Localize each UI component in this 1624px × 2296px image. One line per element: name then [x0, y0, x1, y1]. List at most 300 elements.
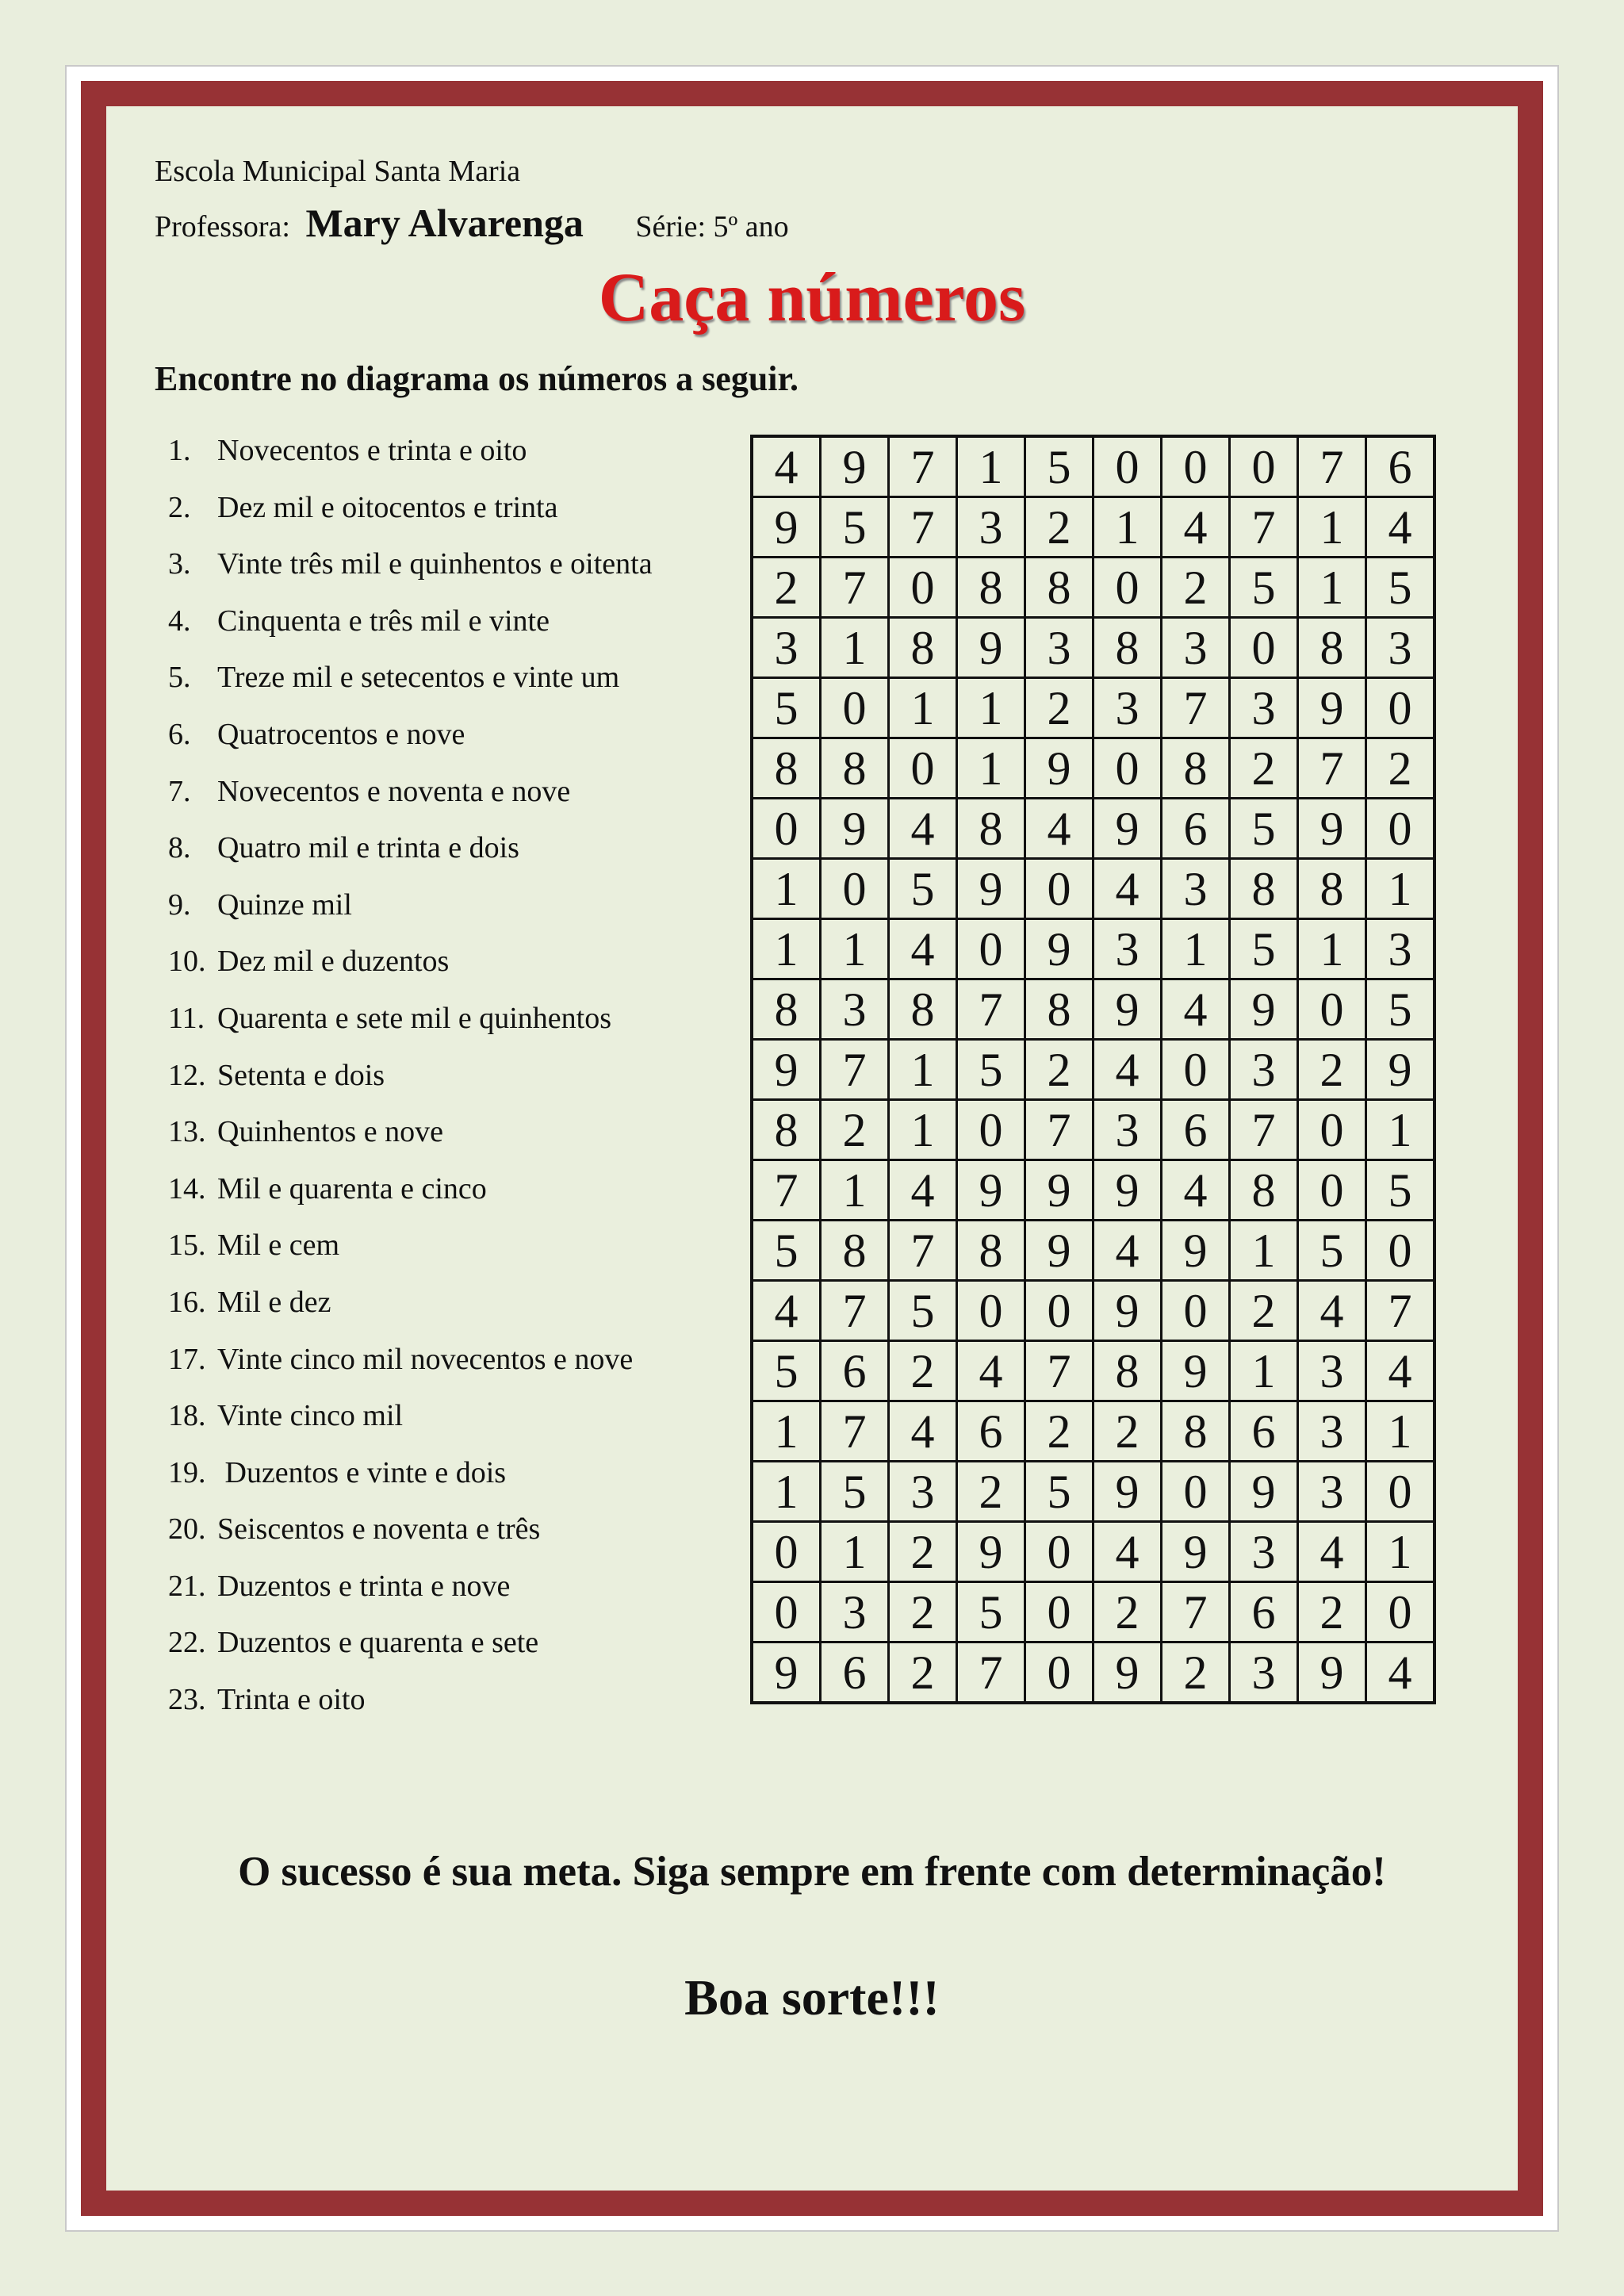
grid-cell: 3: [1230, 1522, 1298, 1582]
grid-row: [752, 1462, 1434, 1522]
grid-cell: 8: [1025, 558, 1094, 618]
grid-cell: 2: [1162, 558, 1230, 618]
word-list-text: Duzentos e vinte e dois: [217, 1455, 507, 1489]
grid-cell: 4: [1366, 1341, 1435, 1401]
grid-cell: 2: [1094, 1582, 1162, 1642]
word-list-number: 12.: [168, 1058, 206, 1092]
grid-cell: 9: [752, 1642, 821, 1704]
word-list-number: 23.: [168, 1683, 206, 1717]
grid-cell: 7: [1162, 678, 1230, 738]
word-list-text: Setenta e dois: [217, 1058, 385, 1092]
grid-cell: 0: [1094, 738, 1162, 799]
grid-cell: 0: [1162, 1040, 1230, 1100]
word-list-text: Cinquenta e três mil e vinte: [217, 604, 550, 638]
word-list-item: [168, 1682, 653, 1739]
grid-cell: 0: [752, 799, 821, 859]
grid-cell: 5: [1366, 558, 1435, 618]
grid-cell: 1: [957, 738, 1025, 799]
grid-cell: 0: [1230, 618, 1298, 678]
grid-cell: 3: [1366, 618, 1435, 678]
grid-cell: 9: [1230, 1462, 1298, 1522]
grid-cell: 8: [957, 799, 1025, 859]
grid-cell: 8: [1230, 859, 1298, 919]
grid-cell: 8: [957, 1221, 1025, 1281]
grid-cell: 1: [752, 919, 821, 979]
grid-cell: 4: [1298, 1522, 1366, 1582]
grid-cell: 0: [1366, 1462, 1435, 1522]
grid-row: [752, 738, 1434, 799]
grid-cell: 5: [1230, 799, 1298, 859]
grid-cell: 4: [1025, 799, 1094, 859]
grid-cell: 7: [1298, 738, 1366, 799]
word-list-item: [168, 1569, 653, 1626]
grid-cell: 7: [821, 558, 889, 618]
grid-cell: 0: [1162, 436, 1230, 497]
grid-cell: 3: [1162, 618, 1230, 678]
grid-cell: 5: [889, 1281, 957, 1341]
grid-cell: 1: [1230, 1221, 1298, 1281]
grid-cell: 3: [1094, 1100, 1162, 1160]
worksheet-title: Caça números: [598, 259, 1026, 336]
grid-cell: 8: [752, 979, 821, 1040]
word-list-number: 5.: [168, 661, 191, 695]
word-list-number: 13.: [168, 1115, 206, 1149]
grid-row: [752, 1281, 1434, 1341]
grid-cell: 3: [1162, 859, 1230, 919]
word-list-number: 16.: [168, 1285, 206, 1319]
grid-cell: 0: [889, 558, 957, 618]
grid-row: [752, 1221, 1434, 1281]
grid-cell: 8: [1298, 618, 1366, 678]
grid-cell: 6: [957, 1401, 1025, 1462]
word-list-item: [168, 1058, 653, 1115]
grid-row: [752, 1522, 1434, 1582]
grid-row: [752, 859, 1434, 919]
grid-cell: 3: [1025, 618, 1094, 678]
grid-cell: 8: [1094, 618, 1162, 678]
grid-cell: 9: [1162, 1522, 1230, 1582]
grid-cell: 2: [889, 1642, 957, 1704]
word-list-number: 20.: [168, 1512, 206, 1547]
word-list-item: [168, 604, 653, 661]
grid-cell: 2: [821, 1100, 889, 1160]
grid-cell: 8: [821, 738, 889, 799]
grid-cell: 7: [1230, 497, 1298, 558]
grid-cell: 4: [889, 1401, 957, 1462]
grid-cell: 0: [1025, 1582, 1094, 1642]
grid-row: [752, 678, 1434, 738]
grid-cell: 2: [752, 558, 821, 618]
grid-cell: 1: [752, 1462, 821, 1522]
word-list-number: 17.: [168, 1342, 206, 1376]
grid-cell: 1: [821, 919, 889, 979]
word-list-item: [168, 1512, 653, 1569]
word-list-text: Novecentos e noventa e nove: [217, 774, 571, 808]
grid-cell: 5: [957, 1040, 1025, 1100]
grid-cell: 4: [1162, 979, 1230, 1040]
grid-cell: 9: [1094, 1462, 1162, 1522]
word-list-text: Quatro mil e trinta e dois: [217, 831, 519, 865]
word-list-number: 9.: [168, 887, 191, 922]
grid-cell: 4: [889, 919, 957, 979]
word-list-text: Seiscentos e noventa e três: [217, 1512, 541, 1547]
grid-cell: 8: [889, 618, 957, 678]
grid-cell: 3: [889, 1462, 957, 1522]
grid-cell: 7: [889, 1221, 957, 1281]
grid-row: [752, 1401, 1434, 1462]
word-list-text: Quatrocentos e nove: [217, 717, 465, 751]
grid-cell: 5: [1366, 1160, 1435, 1221]
grid-cell: 0: [752, 1582, 821, 1642]
grid-cell: 9: [1162, 1341, 1230, 1401]
word-list-number: 1.: [168, 434, 191, 467]
grid-cell: 6: [821, 1341, 889, 1401]
grid-cell: 7: [889, 497, 957, 558]
word-list-number: 6.: [168, 717, 191, 751]
word-list-text: Duzentos e trinta e nove: [217, 1569, 511, 1603]
number-search-grid-wrapper: [750, 435, 1436, 1704]
word-list-text: Trinta e oito: [217, 1683, 366, 1717]
grid-cell: 1: [1298, 919, 1366, 979]
grid-cell: 8: [1230, 1160, 1298, 1221]
grid-cell: 1: [1366, 1401, 1435, 1462]
grid-cell: 9: [1366, 1040, 1435, 1100]
grid-cell: 1: [1366, 1100, 1435, 1160]
grid-cell: 4: [1162, 1160, 1230, 1221]
grid-cell: 5: [821, 497, 889, 558]
grid-cell: 4: [957, 1341, 1025, 1401]
grid-cell: 7: [1025, 1341, 1094, 1401]
grid-cell: 0: [1366, 1582, 1435, 1642]
grid-cell: 7: [821, 1281, 889, 1341]
grid-cell: 8: [752, 1100, 821, 1160]
grid-cell: 9: [1298, 799, 1366, 859]
grid-cell: 9: [1162, 1221, 1230, 1281]
word-list-item: [168, 1114, 653, 1171]
word-list-number: 2.: [168, 490, 191, 524]
grid-cell: 8: [1025, 979, 1094, 1040]
grade-label: Série: 5º ano: [635, 210, 789, 243]
motto-text: O sucesso é sua meta. Siga sempre em frente com determinação!: [238, 1849, 1386, 1895]
word-list-item: [168, 1171, 653, 1228]
grid-cell: 0: [1298, 979, 1366, 1040]
grid-cell: 2: [889, 1582, 957, 1642]
grid-cell: 8: [957, 558, 1025, 618]
grid-row: [752, 558, 1434, 618]
grid-cell: 2: [957, 1462, 1025, 1522]
grid-cell: 0: [1025, 1642, 1094, 1704]
grid-cell: 0: [1298, 1160, 1366, 1221]
grid-cell: 8: [821, 1221, 889, 1281]
grid-cell: 3: [1298, 1462, 1366, 1522]
grid-cell: 9: [957, 859, 1025, 919]
word-list-item: [168, 660, 653, 717]
grid-cell: 2: [1230, 1281, 1298, 1341]
word-list-item: [168, 944, 653, 1001]
word-list-item: [168, 546, 653, 604]
grid-row: [752, 799, 1434, 859]
grid-cell: 4: [1094, 1522, 1162, 1582]
grid-cell: 4: [889, 1160, 957, 1221]
grid-cell: 4: [752, 436, 821, 497]
grid-cell: 5: [1230, 558, 1298, 618]
grid-cell: 9: [1094, 979, 1162, 1040]
grid-cell: 4: [1366, 1642, 1435, 1704]
grid-cell: 2: [1094, 1401, 1162, 1462]
grid-cell: 8: [889, 979, 957, 1040]
grid-cell: 1: [821, 1522, 889, 1582]
grid-cell: 1: [821, 1160, 889, 1221]
grid-cell: 0: [821, 859, 889, 919]
grid-cell: 7: [752, 1160, 821, 1221]
word-list-item: [168, 1001, 653, 1058]
grid-cell: 0: [1025, 859, 1094, 919]
number-search-grid: [750, 435, 1436, 1704]
grid-cell: 0: [1094, 436, 1162, 497]
grid-cell: 2: [1025, 678, 1094, 738]
grid-cell: 4: [1162, 497, 1230, 558]
grid-cell: 9: [1025, 919, 1094, 979]
grid-cell: 1: [1162, 919, 1230, 979]
number-word-list: [168, 433, 653, 1739]
grid-cell: 0: [1366, 799, 1435, 859]
grid-cell: 8: [1162, 738, 1230, 799]
word-list-number: 7.: [168, 774, 191, 808]
grid-cell: 7: [957, 1642, 1025, 1704]
grid-cell: 4: [1094, 859, 1162, 919]
grid-cell: 4: [889, 799, 957, 859]
grid-cell: 5: [889, 859, 957, 919]
grid-cell: 2: [1162, 1642, 1230, 1704]
grid-cell: 9: [1094, 1160, 1162, 1221]
grid-cell: 9: [1094, 1642, 1162, 1704]
grid-cell: 8: [1298, 859, 1366, 919]
grid-cell: 1: [752, 859, 821, 919]
word-list-item: [168, 1398, 653, 1455]
grid-row: [752, 436, 1434, 497]
grid-cell: 6: [1162, 799, 1230, 859]
grid-cell: 2: [1025, 497, 1094, 558]
word-list-number: 15.: [168, 1228, 206, 1263]
grid-row: [752, 919, 1434, 979]
grid-cell: 9: [957, 1522, 1025, 1582]
grid-cell: 1: [889, 1040, 957, 1100]
grid-cell: 5: [752, 1341, 821, 1401]
grid-cell: 9: [821, 436, 889, 497]
grid-cell: 0: [1094, 558, 1162, 618]
word-list-text: Quinhentos e nove: [217, 1115, 443, 1149]
grid-cell: 5: [1298, 1221, 1366, 1281]
grid-cell: 5: [1025, 436, 1094, 497]
grid-row: [752, 1582, 1434, 1642]
word-list-number: 19.: [168, 1455, 206, 1489]
grid-cell: 9: [1230, 979, 1298, 1040]
grid-cell: 0: [1025, 1522, 1094, 1582]
grid-cell: 3: [1298, 1341, 1366, 1401]
grid-cell: 9: [821, 799, 889, 859]
grid-cell: 8: [1094, 1341, 1162, 1401]
grid-row: [752, 497, 1434, 558]
grid-cell: 9: [752, 497, 821, 558]
grid-cell: 7: [821, 1040, 889, 1100]
grid-cell: 9: [957, 618, 1025, 678]
word-list-text: Dez mil e duzentos: [217, 945, 450, 979]
grid-cell: 4: [752, 1281, 821, 1341]
grid-cell: 3: [821, 979, 889, 1040]
word-list-item: [168, 1625, 653, 1682]
grid-cell: 1: [1094, 497, 1162, 558]
good-luck-text: Boa sorte!!!: [684, 1969, 940, 2026]
word-list-number: 21.: [168, 1569, 206, 1603]
word-list-text: Vinte cinco mil: [217, 1399, 404, 1433]
word-list-text: Mil e cem: [217, 1228, 340, 1263]
grid-cell: 0: [957, 1100, 1025, 1160]
grid-cell: 0: [1366, 678, 1435, 738]
teacher-line: [155, 200, 789, 246]
grid-cell: 1: [1366, 859, 1435, 919]
grid-cell: 8: [1162, 1401, 1230, 1462]
grid-cell: 3: [1230, 1642, 1298, 1704]
word-list-number: 11.: [168, 1001, 205, 1035]
grid-cell: 1: [889, 1100, 957, 1160]
word-list-item: [168, 774, 653, 831]
grid-cell: 0: [1025, 1281, 1094, 1341]
grid-cell: 0: [1366, 1221, 1435, 1281]
word-list-text: Mil e dez: [217, 1285, 331, 1319]
word-list-item: [168, 490, 653, 547]
grid-cell: 1: [1366, 1522, 1435, 1582]
grid-cell: 3: [1366, 919, 1435, 979]
grid-cell: 0: [821, 678, 889, 738]
grid-cell: 1: [1230, 1341, 1298, 1401]
grid-cell: 1: [957, 678, 1025, 738]
grid-row: [752, 1100, 1434, 1160]
grid-cell: 2: [1366, 738, 1435, 799]
grid-cell: 7: [1366, 1281, 1435, 1341]
grid-cell: 4: [1094, 1221, 1162, 1281]
grid-cell: 0: [889, 738, 957, 799]
grid-cell: 3: [1094, 919, 1162, 979]
grid-cell: 9: [1025, 1160, 1094, 1221]
grid-cell: 3: [957, 497, 1025, 558]
grid-cell: 6: [1366, 436, 1435, 497]
grid-cell: 7: [889, 436, 957, 497]
grid-cell: 3: [821, 1582, 889, 1642]
grid-cell: 5: [752, 1221, 821, 1281]
grid-cell: 2: [889, 1522, 957, 1582]
grid-cell: 0: [957, 1281, 1025, 1341]
grid-cell: 1: [821, 618, 889, 678]
grid-cell: 5: [1230, 919, 1298, 979]
grid-cell: 5: [752, 678, 821, 738]
word-list-text: Quinze mil: [217, 887, 352, 922]
grid-cell: 6: [821, 1642, 889, 1704]
teacher-name: Mary Alvarenga: [305, 201, 584, 245]
grid-cell: 3: [1230, 678, 1298, 738]
grid-cell: 9: [1025, 738, 1094, 799]
grid-cell: 7: [1298, 436, 1366, 497]
teacher-label: Professora:: [155, 210, 290, 243]
word-list-number: 18.: [168, 1399, 206, 1433]
grid-cell: 5: [821, 1462, 889, 1522]
grid-cell: 9: [1094, 1281, 1162, 1341]
word-list-text: Duzentos e quarenta e sete: [217, 1626, 539, 1660]
word-list-text: Novecentos e trinta e oito: [217, 434, 527, 467]
grid-cell: 2: [1298, 1582, 1366, 1642]
grid-cell: 1: [1298, 497, 1366, 558]
grid-cell: 2: [889, 1341, 957, 1401]
grid-cell: 6: [1230, 1582, 1298, 1642]
grid-cell: 2: [1025, 1040, 1094, 1100]
instruction-text: Encontre no diagrama os números a seguir.: [155, 359, 799, 398]
grid-cell: 0: [1298, 1100, 1366, 1160]
grid-cell: 5: [1366, 979, 1435, 1040]
grid-cell: 1: [957, 436, 1025, 497]
grid-cell: 2: [1230, 738, 1298, 799]
grid-cell: 1: [752, 1401, 821, 1462]
grid-cell: 7: [1162, 1582, 1230, 1642]
word-list-item: [168, 1228, 653, 1285]
grid-cell: 0: [1162, 1281, 1230, 1341]
word-list-item: [168, 887, 653, 945]
grid-cell: 3: [752, 618, 821, 678]
grid-cell: 9: [1094, 799, 1162, 859]
school-name: Escola Municipal Santa Maria: [155, 155, 521, 188]
grid-cell: 3: [1094, 678, 1162, 738]
grid-cell: 5: [957, 1582, 1025, 1642]
word-list-item: [168, 830, 653, 887]
word-list-number: 10.: [168, 945, 206, 979]
grid-cell: 9: [752, 1040, 821, 1100]
grid-cell: 7: [1025, 1100, 1094, 1160]
word-list-text: Treze mil e setecentos e vinte um: [217, 661, 620, 695]
word-list-item: [168, 1285, 653, 1342]
word-list-item: [168, 717, 653, 774]
grid-cell: 3: [1298, 1401, 1366, 1462]
word-list-number: 4.: [168, 604, 191, 638]
word-list-item: [168, 1342, 653, 1399]
grid-cell: 0: [752, 1522, 821, 1582]
word-list-text: Dez mil e oitocentos e trinta: [217, 490, 558, 524]
grid-cell: 7: [1230, 1100, 1298, 1160]
grid-cell: 7: [821, 1401, 889, 1462]
grid-cell: 2: [1025, 1401, 1094, 1462]
grid-cell: 4: [1298, 1281, 1366, 1341]
grid-row: [752, 979, 1434, 1040]
grid-row: [752, 1040, 1434, 1100]
grid-cell: 0: [1230, 436, 1298, 497]
grid-cell: 0: [957, 919, 1025, 979]
grid-cell: 7: [957, 979, 1025, 1040]
grid-cell: 6: [1162, 1100, 1230, 1160]
grid-cell: 1: [1298, 558, 1366, 618]
grid-cell: 9: [1298, 678, 1366, 738]
word-list-item: [168, 433, 653, 490]
word-list-number: 8.: [168, 831, 191, 865]
grid-cell: 8: [752, 738, 821, 799]
word-list-number: 22.: [168, 1626, 206, 1660]
word-list-text: Mil e quarenta e cinco: [217, 1171, 487, 1205]
grid-cell: 9: [957, 1160, 1025, 1221]
grid-cell: 6: [1230, 1401, 1298, 1462]
grid-cell: 2: [1298, 1040, 1366, 1100]
grid-cell: 1: [889, 678, 957, 738]
word-list-text: Vinte cinco mil novecentos e nove: [217, 1342, 634, 1376]
grid-cell: 0: [1162, 1462, 1230, 1522]
word-list-number: 14.: [168, 1171, 206, 1205]
grid-row: [752, 1642, 1434, 1704]
grid-cell: 4: [1366, 497, 1435, 558]
